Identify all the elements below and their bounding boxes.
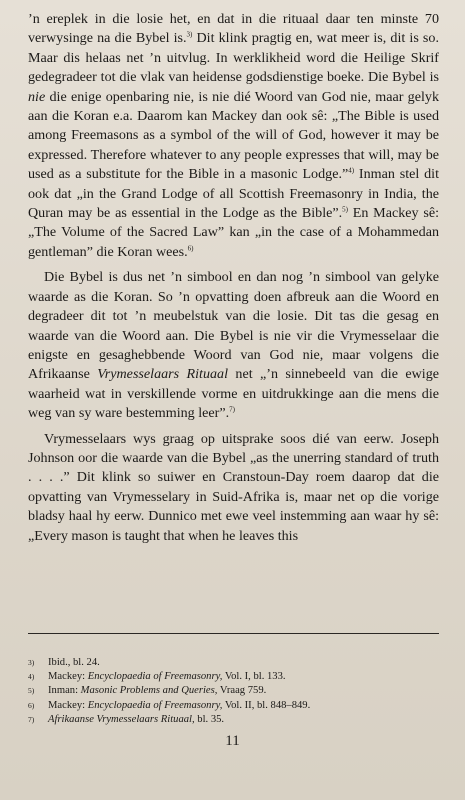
footnote-text bbox=[48, 656, 100, 670]
text-run: die enige openbaring nie, is nie dié Woord van God nie, maar gelyk aan die Koran e.a. Daarom kan Mackey dan ook sê: „The Bible is used among Freemasons as a symbol of the will of God, however it may be expressed. Therefore whatever to any people expresses that will, may be used as a substitute for the Bible in a masonic Lodge.” bbox=[28, 88, 439, 183]
paragraph bbox=[28, 430, 439, 546]
footnote-reference: 6) bbox=[187, 244, 194, 253]
text-run: net „’n sinnebeeld van die ewige waarheid wat in verskillende vorme en uitdrukkinge aan die mens die weg van sy ware bestemming leer”. bbox=[28, 366, 439, 422]
footnote-reference: 7) bbox=[229, 405, 235, 414]
italic-text: Afrikaanse Vrymesselaars Rituaal, bbox=[48, 713, 195, 725]
footnote-text bbox=[48, 670, 286, 684]
footnote-number: 4) bbox=[28, 672, 35, 682]
italic-text: Encyclopaedia of Freemasonry, bbox=[87, 671, 223, 683]
body-text bbox=[28, 10, 439, 546]
paragraph bbox=[28, 268, 439, 423]
text-run: En Mackey sê: „The Volume of the Sacred Law” kan „in the case of a Mohammedan gentleman” die Koran wees. bbox=[28, 205, 439, 260]
footnote-text bbox=[48, 699, 310, 713]
text-run: Vraag 759. bbox=[217, 685, 267, 697]
italic-text: Encyclopaedia of Freemasonry, bbox=[87, 699, 223, 711]
italic-text: Masonic Problems and Queries, bbox=[80, 685, 218, 697]
text-run: Inman stel dit ook dat „in the Grand Lodge of all Scottish Freemasonry in India, the Quran may be as essential in the Lodge as the Bible”. bbox=[28, 166, 439, 222]
text-run: ’n ereplek in die losie het, en dat in die rituaal daar ten minste 70 verwysinge na die Bybel is. bbox=[28, 11, 439, 47]
footnote bbox=[28, 713, 439, 727]
footnote-text bbox=[48, 684, 266, 698]
footnote-text bbox=[48, 713, 224, 727]
text-run: Ibid., bl. 24. bbox=[48, 657, 100, 668]
footnote-reference: 4) bbox=[348, 166, 355, 175]
italic-text: Vrymesselaars Rituaal bbox=[97, 366, 229, 383]
text-run: Inman: bbox=[48, 685, 81, 697]
italic-text: nie bbox=[28, 88, 46, 105]
paragraph bbox=[28, 10, 439, 262]
text-run: Vrymesselaars wys graag op uitsprake soos dié van eerw. Joseph Johnson oor die waarde van die Bybel „as the unerring standard of truth . . . .” Dit klink so suiwer en Cranstoun-Day roem daarop dat die opvatting van Vrymesselary in Suid-Afrika is, maar net op die vorige bladsy haal hy eerw. Dunnico met ewe veel instemming aan waar hy sê: „Every mason is taught that when he leaves this bbox=[28, 430, 439, 544]
text-run: bl. 35. bbox=[194, 713, 225, 725]
text-run: Vol. II, bl. 848–849. bbox=[222, 699, 311, 711]
footnote-divider bbox=[28, 633, 439, 634]
footnote bbox=[28, 670, 439, 684]
page-number: 11 bbox=[225, 733, 240, 749]
text-run: Vol. I, bl. 133. bbox=[222, 671, 286, 683]
footnotes bbox=[28, 656, 439, 727]
footnote-reference: 3) bbox=[186, 30, 193, 39]
text-run: Die Bybel is dus net ’n simbool en dan nog ’n simbool van gelyke waarde as die Koran. So ’n opvatting doen afbreuk aan die Woord en degradeer dit tot ’n meubelstuk van die losie. Dit tas die gesag en waarde van die Woord aan. Die Bybel is nie vir die Vrymesselaar die enigste en gesaghebbende Woord van God nie, maar volgens die Afrikaanse bbox=[28, 269, 439, 383]
footnote bbox=[28, 684, 439, 698]
footnote-number: 3) bbox=[28, 658, 35, 667]
footnote-number: 6) bbox=[28, 700, 35, 710]
text-run: Mackey: bbox=[48, 699, 88, 711]
footnote-number: 5) bbox=[28, 686, 35, 696]
footnote bbox=[28, 699, 439, 713]
footnote-reference: 5) bbox=[342, 205, 348, 214]
text-run: Dit klink pragtig en, wat meer is, dit is so. Maar dis helaas net ’n uitvlug. In werklikheid word die Heilige Skrif gedegradeer tot die vlak van heidense godsdienstige boeke. Die Bybel is bbox=[28, 30, 439, 86]
text-run: Mackey: bbox=[48, 671, 88, 683]
footnote-number: 7) bbox=[28, 714, 35, 724]
footnote bbox=[28, 656, 439, 670]
